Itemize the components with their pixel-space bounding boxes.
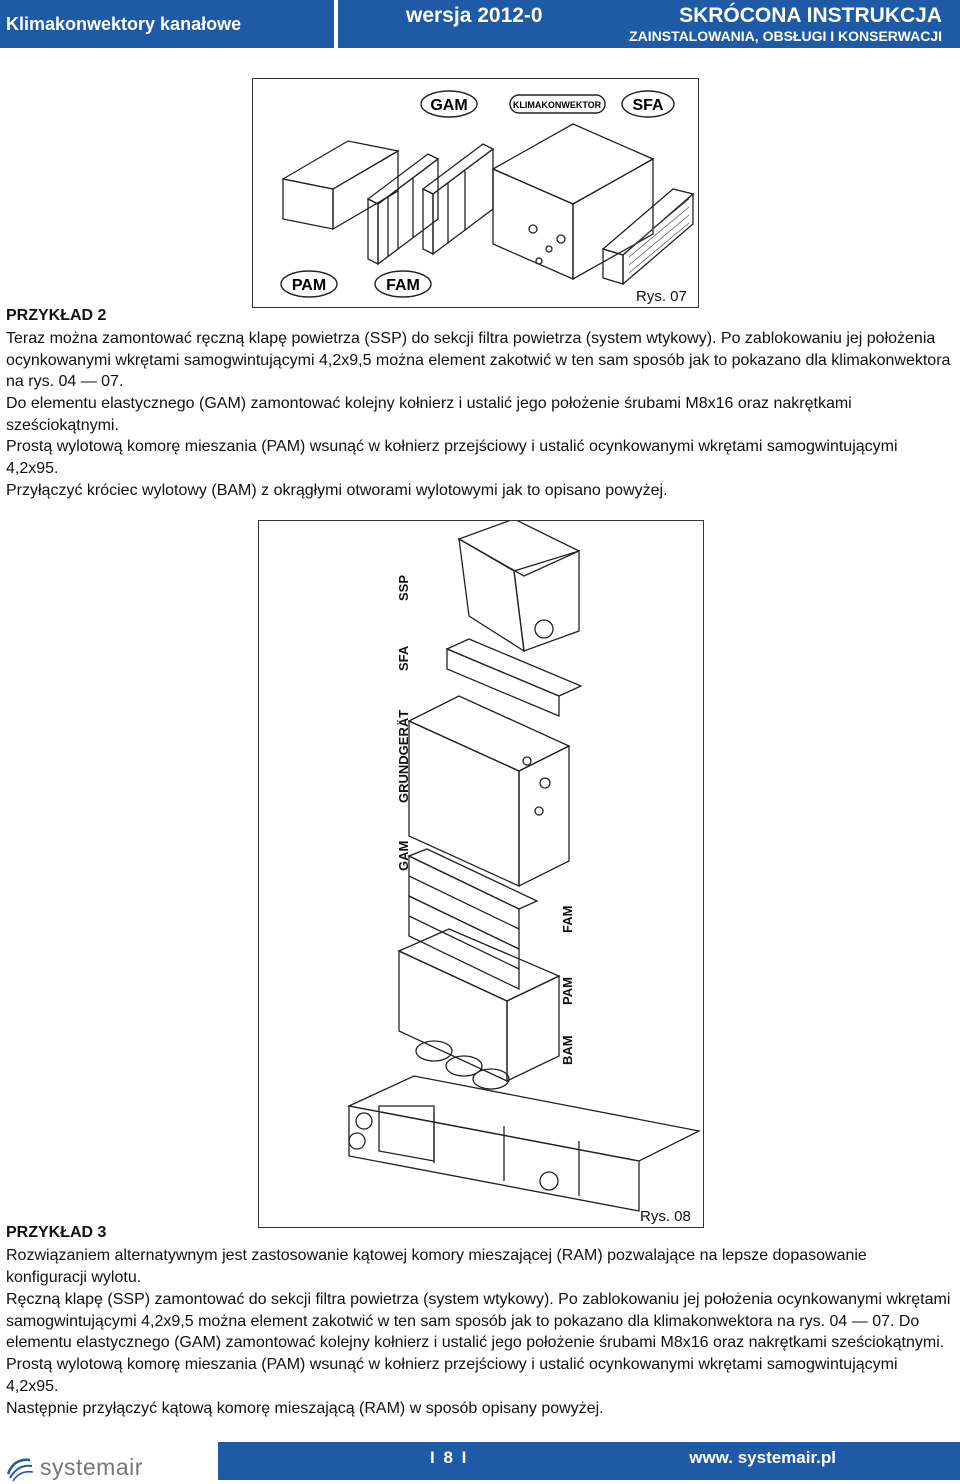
- label-gam: GAM: [430, 97, 468, 114]
- example-3-paragraph-3: Następnie przyłączyć kątową komorę mieszającą (RAM) w sposób opisany powyżej.: [6, 1400, 604, 1417]
- example-2-paragraph-4: Przyłączyć króciec wylotowy (BAM) z okrągłymi otworami wylotowymi jak to opisano powyżej.: [6, 482, 668, 499]
- example-2-paragraph-1: Teraz można zamontować ręczną klapę powietrza (SSP) do sekcji filtra powietrza (system wtykowy). Po zablokowaniu jej położenia ocynkowanymi wkrętami samogwintującymi 4,2x9,5 można element zakotwić w ten sam sposób jak to pokazano dla klimakonwektora na rys. 04 — 07.: [6, 330, 951, 391]
- systemair-swirl-icon: [4, 1454, 36, 1482]
- header-title-bar: [338, 0, 960, 48]
- label-fam: FAM: [560, 905, 575, 933]
- figure-rys-07-drawing: [253, 79, 698, 307]
- figure-rys-08-drawing: [259, 521, 703, 1227]
- label-sfa: SFA: [396, 645, 411, 671]
- figure-rys-07: [252, 78, 699, 308]
- footer-bar: [218, 1442, 960, 1480]
- version-label: wersja 2012-0: [406, 4, 543, 27]
- label-fam: FAM: [386, 277, 420, 294]
- label-ssp: SSP: [396, 574, 411, 601]
- label-bam: BAM: [560, 1035, 575, 1065]
- figure-rys-08: [258, 520, 704, 1228]
- example-2-paragraph-3: Prostą wylotową komorę mieszania (PAM) wsunąć w kołnierz przejściowy i ustalić ocynkowanymi wkrętami samogwintującymi 4,2x95.: [6, 438, 898, 477]
- systemair-logo: [4, 1452, 164, 1482]
- label-pam: PAM: [291, 277, 327, 294]
- example-2-paragraph-2: Do elementu elastycznego (GAM) zamontować kolejny kołnierz i ustalić jego położenie śrubami M8x16 oraz nakrętkami sześciokątnymi.: [6, 395, 852, 434]
- logo-text: systemair: [40, 1454, 143, 1480]
- example-3-paragraph-2: Ręczną klapę (SSP) zamontować do sekcji filtra powietrza (system wtykowy). Po zablokowaniu jej położenia ocynkowanymi wkrętami samogwintującymi 4,2x9,5 można element zakotwić w ten sam sposób jak to pokazano dla klimakonwektora na rys. 04 — 07. Do elementu elastycznego (GAM) zamontować kolejny kołnierz i ustalić jego położenie śrubami M8x16 oraz nakrętkami sześciokątnymi. Prostą wylotową komorę mieszania (PAM) wsunąć w kołnierz przejściowy i ustalić ocynkowanymi wkrętami samogwintującymi 4,2x95.: [6, 1291, 951, 1395]
- product-name: Klimakonwektory kanałowe: [6, 13, 242, 34]
- label-pam: PAM: [560, 977, 575, 1005]
- label-gam: GAM: [396, 840, 411, 871]
- website-link[interactable]: www. systemair.pl: [689, 1448, 836, 1467]
- figure-caption: Rys. 08: [640, 1208, 691, 1225]
- label-sfa: SFA: [632, 97, 664, 114]
- page-number: I 8 I: [430, 1448, 469, 1467]
- label-grundgeraet: GRUNDGERÄT: [396, 709, 411, 803]
- example-2-heading: PRZYKŁAD 2: [6, 307, 107, 324]
- example-3-paragraph-1: Rozwiązaniem alternatywnym jest zastosowanie kątowej komory mieszającej (RAM) pozwalające na lepsze dopasowanie konfiguracji wylotu.: [6, 1247, 867, 1286]
- label-klimakonwektor: KLIMAKONWEKTOR: [512, 100, 602, 110]
- header-product-bar: [0, 0, 334, 48]
- figure-caption: Rys. 07: [636, 288, 687, 305]
- document-title: SKRÓCONA INSTRUKCJA: [679, 4, 942, 27]
- example-3-heading: PRZYKŁAD 3: [6, 1224, 107, 1241]
- document-subtitle: ZAINSTALOWANIA, OBSŁUGI I KONSERWACJI: [629, 28, 942, 44]
